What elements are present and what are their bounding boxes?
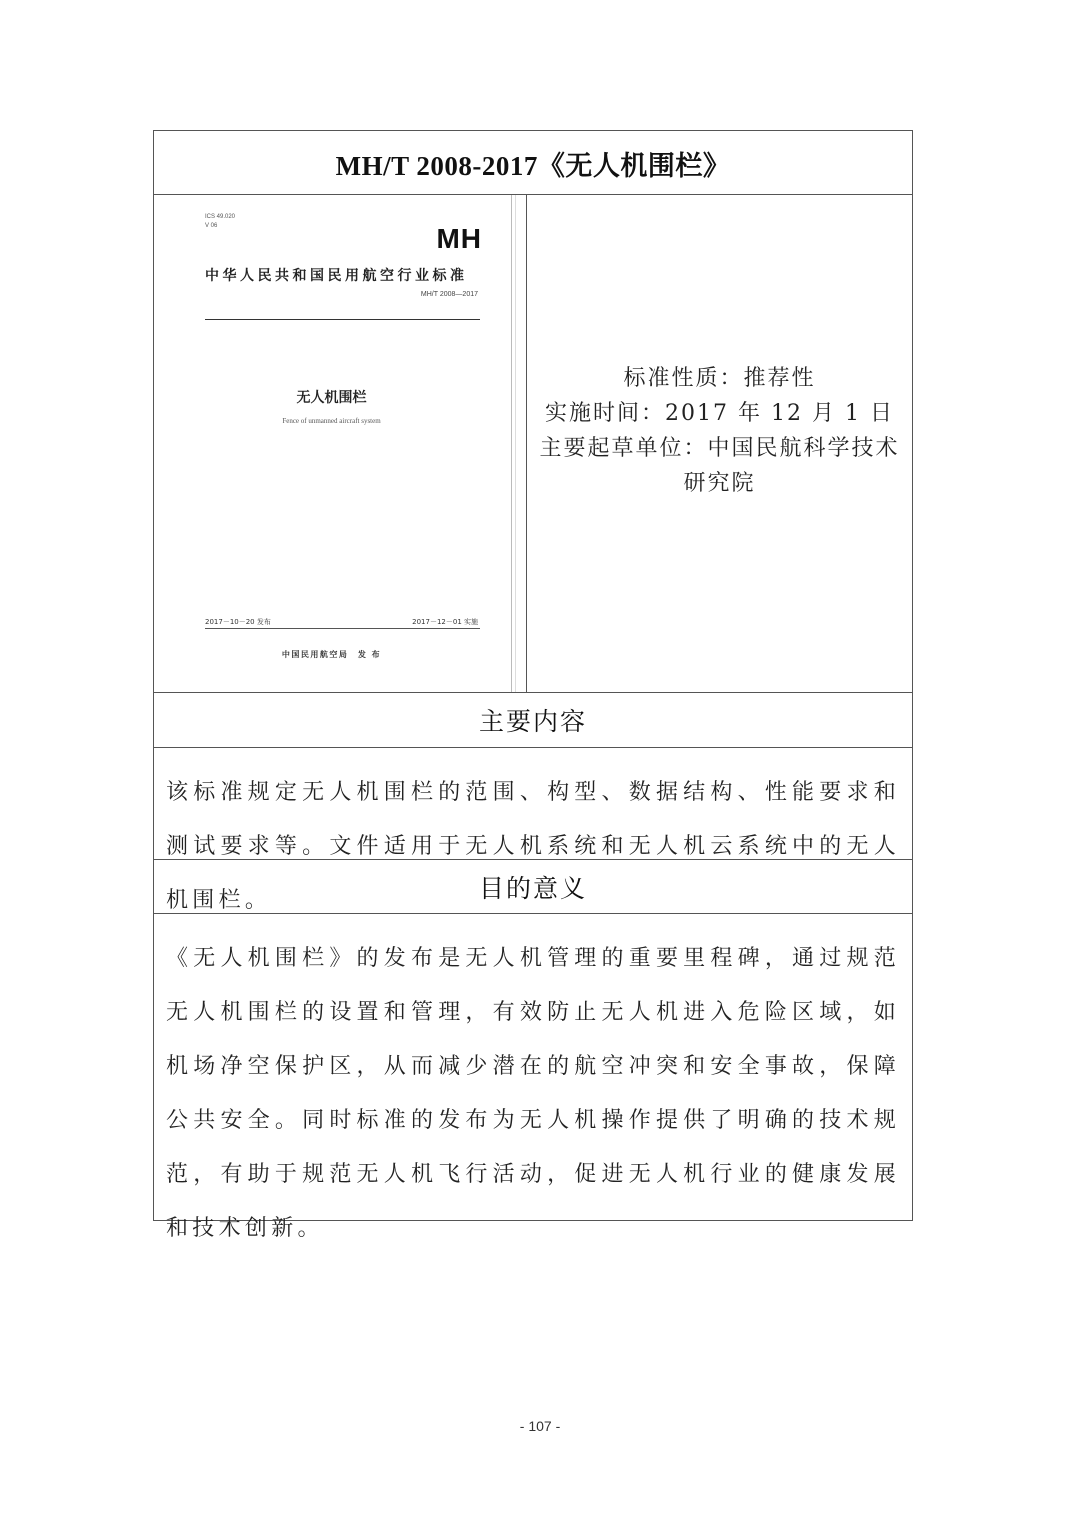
cover-standard-header: 中华人民共和国民用航空行业标准	[205, 268, 468, 284]
standard-title: MH/T 2008-2017《无人机围栏》	[335, 150, 731, 181]
cover-rule	[205, 319, 480, 320]
purpose-heading: 目的意义	[478, 873, 587, 903]
cover-ics-line: V 06	[205, 223, 218, 229]
cover-standard-code: MH/T 2008—2017	[420, 291, 478, 298]
purpose-text: 《无人机围栏》的发布是无人机管理的重要里程碑，通过规范无人机围栏的设置和管理，有效防止无人机进入危险区域，如机场净空保护区，从而减少潜在的航空冲突和安全事故，保障公共安全。同时标准的发布为无人机操作提供了明确的技术规范，有助于规范无人机飞行活动，促进无人机行业的健康发展和技术创新。	[166, 946, 900, 1241]
cover-release-date: 2017－10－20 发布	[205, 618, 271, 626]
standard-cover-image	[163, 195, 518, 692]
standard-info-block	[540, 361, 900, 501]
standard-info-table	[153, 130, 913, 1241]
page-number: - 107 -	[519, 1418, 561, 1434]
standard-nature: 标准性质：推荐性	[623, 365, 816, 391]
cover-title-en: Fence of unmanned aircraft system	[282, 417, 381, 425]
standard-info-cell	[527, 195, 912, 692]
cover-bottom-rule	[205, 628, 480, 629]
cover-edge	[511, 195, 516, 692]
purpose-body	[154, 914, 912, 1241]
main-content-heading: 主要内容	[478, 707, 587, 736]
main-content-text: 该标准规定无人机围栏的范围、构型、数据结构、性能要求和测试要求等。文件适用于无人机系统和无人机云系统中的无人机围栏。	[166, 780, 900, 913]
cover-mh-logo: MH	[436, 223, 482, 254]
effective-date: 实施时间：2017 年 12 月 1 日	[545, 400, 894, 426]
cover-title-cn: 无人机围栏	[296, 390, 367, 406]
cover-image-cell	[154, 195, 527, 692]
cover-ics-line: ICS 49.020	[205, 214, 236, 220]
drafting-unit: 主要起草单位：中国民航科学技术研究院	[539, 435, 900, 496]
cover-ics-code	[205, 213, 235, 231]
cover-issuer: 中国民用航空局 发 布	[281, 650, 382, 659]
table-title-row	[154, 131, 912, 195]
cover-effective-date: 2017－12－01 实施	[412, 618, 478, 626]
